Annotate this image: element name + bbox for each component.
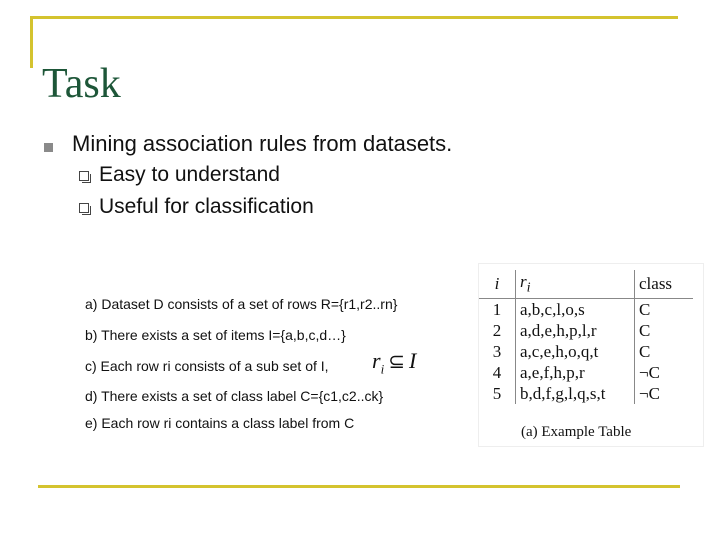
definition-c: c) Each row ri consists of a sub set of I, (85, 358, 329, 374)
definition-a: a) Dataset D consists of a set of rows R={r1,r2..rn} (85, 296, 398, 312)
table-row (479, 383, 693, 404)
table-caption: (a) Example Table (521, 424, 632, 440)
formula-rhs: I (408, 348, 417, 373)
bottom-border-line (38, 485, 680, 488)
header-i: i (479, 270, 516, 299)
row-index-cell: 4 (479, 362, 516, 383)
left-border-line (30, 16, 33, 68)
hollow-square-bullet-icon (79, 171, 89, 181)
example-table (479, 270, 693, 404)
row-index-cell: 3 (479, 341, 516, 362)
row-class-cell: C (639, 321, 651, 341)
table-row (479, 362, 693, 383)
subset-symbol: ⊆ (388, 351, 405, 373)
formula-lhs-subscript: i (380, 361, 385, 377)
row-items-cell: a,e,f,h,p,r (516, 362, 635, 383)
definition-b: b) There exists a set of items I={a,b,c,d…} (85, 327, 346, 343)
table-row (479, 320, 693, 341)
row-class-cell: C (639, 342, 651, 362)
header-r-subscript: i (526, 279, 531, 296)
square-bullet-icon (44, 143, 53, 152)
table-row (479, 299, 693, 321)
row-index-cell: 5 (479, 383, 516, 404)
slide-title: Task (42, 61, 121, 107)
row-index-cell: 2 (479, 320, 516, 341)
row-items-cell: b,d,f,g,l,q,s,t (516, 383, 635, 404)
header-class: class (635, 270, 694, 299)
main-bullet-text: Mining association rules from datasets. (72, 131, 453, 156)
sub-bullet-text: Useful for classification (99, 195, 314, 218)
subset-formula (372, 348, 416, 377)
row-items-cell: a,b,c,l,o,s (516, 299, 635, 321)
definition-e: e) Each row ri contains a class label from C (85, 415, 355, 431)
sub-bullet-text: Easy to understand (99, 163, 280, 186)
row-index-cell: 1 (479, 299, 516, 321)
header-r-text: r (520, 272, 527, 291)
row-class-cell: ¬C (639, 363, 660, 383)
hollow-square-bullet-icon (79, 203, 89, 213)
row-items-cell: a,d,e,h,p,l,r (516, 320, 635, 341)
row-class-cell: ¬C (639, 384, 660, 404)
example-table-image (478, 263, 704, 447)
definition-d: d) There exists a set of class label C={c1,c2..ck} (85, 388, 384, 404)
table-row (479, 341, 693, 362)
formula-lhs: r (372, 348, 381, 373)
row-items-cell: a,c,e,h,o,q,t (516, 341, 635, 362)
header-r (516, 270, 635, 299)
table-header-row (479, 270, 693, 299)
row-class-cell: C (639, 300, 651, 320)
top-border-line (30, 16, 678, 19)
